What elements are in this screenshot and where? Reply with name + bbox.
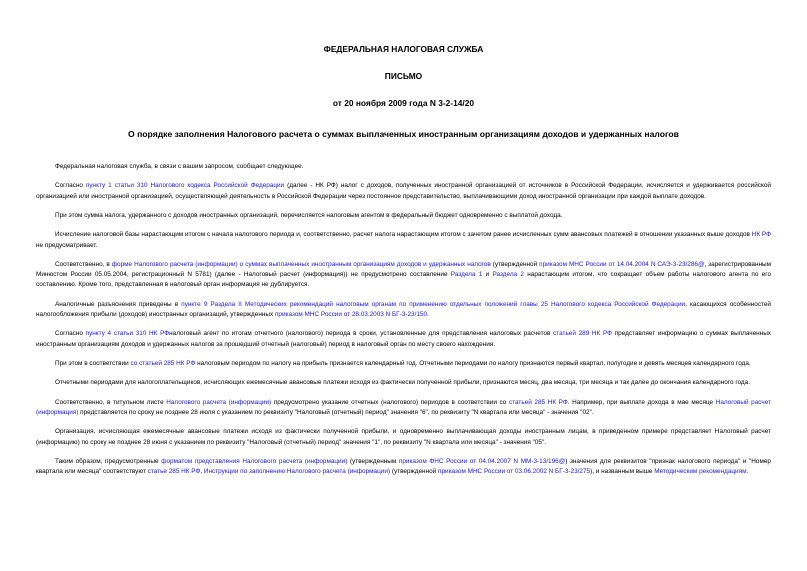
- paragraph-text: Соответственно, в титульном листе: [55, 398, 167, 406]
- paragraph-text: При этом в соответствии: [55, 359, 131, 367]
- paragraph-text: При этом сумма налога, удержанного с доходов иностранных организаций, перечисляется налоговым агентом в федеральный бюджет одновременно с выплатой дохода.: [55, 211, 563, 219]
- document-reference-link[interactable]: пункте 9 Раздела II Методических рекомендаций налоговым органам по применению отдельных положений главы 25 Налогового кодекса Российской Федерации: [181, 300, 686, 308]
- document-reference-link[interactable]: статьей 285 НК РФ: [508, 398, 568, 406]
- paragraph-text: представляет информацию о суммах выплаченных иностранным организациям доходов и удержанных налогов за прошедший отчетный (налоговый) период в налоговый орган по месту своего нахождения.: [36, 330, 771, 348]
- document-reference-link[interactable]: Методическим рекомендациям: [654, 468, 747, 476]
- paragraph-text: налоговым периодом по налогу на прибыль признается календарный год. Отчетными периодами по налогу признаются первый квартал, полугодие и девять месяцев календарного года.: [195, 359, 751, 367]
- document-reference-link[interactable]: Раздела 1: [450, 271, 483, 279]
- paragraph-text: Согласно: [55, 182, 86, 190]
- document-reference-link[interactable]: форме Налогового расчета (информации) о суммах выплаченных иностранным организациям доходов и удержанных налогов: [111, 260, 491, 268]
- paragraph-text: (утвержденной: [390, 468, 439, 476]
- document-reference-link[interactable]: статье 285 НК РФ: [147, 468, 201, 476]
- paragraph-text: не предусматривает.: [36, 241, 98, 249]
- paragraph-text: Федеральная налоговая служба, в связи с вашим запросом, сообщает следующее.: [55, 163, 304, 170]
- paragraph-text: Соответственно, в: [55, 260, 112, 268]
- body-paragraph: [36, 329, 771, 349]
- paragraph-text: представляется по сроку не позднее 28 июля с указанием по реквизиту "Налоговый (отчетный) период" значения "6", по реквизиту "N квартала или месяца" - значения "02".: [78, 408, 594, 416]
- document-reference-link[interactable]: НК РФ: [751, 231, 771, 239]
- body-paragraph: [36, 181, 771, 201]
- paragraph-text: Организация, исчисляющая ежемесячные авансовые платежи исходя из фактически полученной прибыли, и одновременно выплачивающая доходы иностранным лицам, в приведенном примере представляет Налоговый расчет (информацию) по сроку не позднее 28 июня с указанием по реквизиту "Налоговый (отчетный) период" значения "1", по реквизиту "N квартала или месяца" - значения "05".: [36, 428, 771, 446]
- body-paragraph: [36, 260, 771, 291]
- document-reference-link[interactable]: Налоговый расчет (информация): [36, 398, 771, 416]
- body-paragraph: [36, 457, 771, 477]
- letter-body: [36, 162, 771, 477]
- paragraph-text: и: [482, 271, 493, 279]
- document-reference-link[interactable]: Раздела 2: [492, 271, 524, 279]
- body-paragraph: [36, 398, 771, 418]
- paragraph-text: нарастающим итогом, что сокращает объем работы налогового агента по его составлению. Кроме того, представленная в налоговый орган информация не дублируется.: [36, 271, 771, 289]
- document-reference-link[interactable]: со статьей 285 НК РФ: [130, 359, 196, 367]
- body-paragraph: [36, 300, 771, 320]
- body-paragraph: [36, 230, 771, 250]
- paragraph-text: (утвержденным: [347, 457, 399, 465]
- document-date-number: от 20 ноября 2009 года N 3-2-14/20: [332, 98, 475, 108]
- paragraph-text: Таким образом, предусмотренные: [55, 457, 162, 465]
- issuing-organization: ФЕДЕРАЛЬНАЯ НАЛОГОВАЯ СЛУЖБА: [323, 44, 484, 54]
- body-paragraph: [36, 162, 771, 172]
- paragraph-text: , касающихся особенностей налогообложения прибыли (доходов) иностранных организаций, утвержденных: [36, 300, 772, 318]
- document-reference-link[interactable]: приказом МНС России от 03.06.2002 N БГ-3-23/275: [438, 468, 591, 476]
- paragraph-text: предусмотрено указание отчетных (налогового) периодов в соответствии со: [271, 398, 509, 406]
- paragraph-text: .: [427, 310, 429, 318]
- document-reference-link[interactable]: статьей 289 НК РФ: [553, 330, 612, 338]
- paragraph-text: Согласно: [55, 330, 86, 338]
- paragraph-text: (утвержденной: [490, 260, 540, 268]
- paragraph-text: (далее - НК РФ) налог с доходов, полученных иностранной организацией от источников в Российской Федерации, исчисляется и удерживается российской организацией или иностранной организацией, осуществляющей деятельность в Российской Федерации через постоянное представительство, выплачивающими доход иностранной организации при каждой выплате доходов.: [36, 182, 771, 200]
- paragraph-text: Отчетными периодами для налогоплательщиков, исчисляющих ежемесячные авансовые платежи исходя из фактически полученной прибыли, признаются месяц, два месяца, три месяца и так далее до окончания календарного года.: [55, 379, 750, 387]
- paragraph-text: Исчисление налоговой базы нарастающим итогом с начала налогового периода и, соответственно, расчет налога нарастающим итогом с зачетом ранее исчисленных сумм авансовых платежей в отношении указанных выше доходов: [55, 231, 752, 239]
- document-reference-link[interactable]: приказом ФНС России от 04.04.2007 N ММ-3-13/196@: [398, 457, 566, 465]
- document-subject: О порядке заполнения Налогового расчета о суммах выплаченных иностранным организациям доходов и удержанных налогов: [128, 129, 679, 139]
- body-paragraph: [36, 427, 771, 447]
- document-reference-link[interactable]: пункту 4 статьи 310 НК РФ: [85, 330, 170, 338]
- document-reference-link[interactable]: приказом МНС России от 14.04.2004 N САЭ-3-23/286@: [539, 260, 705, 268]
- document-reference-link[interactable]: Налогового расчета (информации): [166, 398, 272, 406]
- body-paragraph: [36, 211, 771, 221]
- document-reference-link[interactable]: Инструкции по заполнению Налогового расчета (информации): [203, 468, 391, 476]
- document-reference-link[interactable]: пункту 1 статьи 310 Налогового кодекса Российской Федерации: [85, 182, 285, 190]
- paragraph-text: налоговый агент по итогам отчетного (налогового) периода в сроки, установленные для представления налоговых расчетов: [169, 330, 554, 338]
- paragraph-text: , зарегистрированным Минюстом России 05.05.2004, регистрационный N 5781) (далее - Налоговый расчет (информация)) не предусмотрено составление: [36, 260, 771, 279]
- document-reference-link[interactable]: форматом представления Налогового расчета (информации): [161, 457, 348, 465]
- paragraph-text: Аналогичные разъяснения приведены в: [55, 300, 182, 308]
- document-type: ПИСЬМО: [384, 71, 423, 81]
- paragraph-text: ,: [200, 468, 204, 476]
- body-paragraph: [36, 359, 771, 369]
- paragraph-text: . Например, при выплате дохода в мае месяце: [567, 398, 716, 406]
- paragraph-text: .: [746, 468, 749, 476]
- document-reference-link[interactable]: приказом МНС России от 28.03.2003 N БГ-3-23/150: [274, 310, 428, 318]
- paragraph-text: ), и названным выше: [590, 468, 655, 476]
- body-paragraph: [36, 378, 771, 388]
- paragraph-text: ) значения для реквизитов "признак налогового периода" и "Номер квартала или месяца" соответствуют: [36, 457, 771, 476]
